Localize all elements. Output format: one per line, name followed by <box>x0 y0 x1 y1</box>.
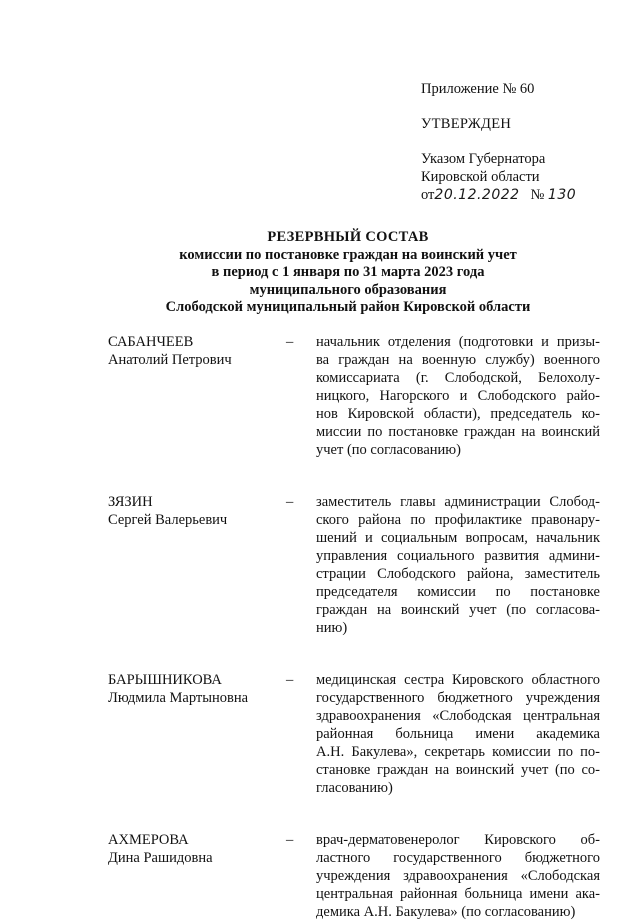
decree-line-1: Указом Губернатора <box>421 151 546 167</box>
role-line: государственного бюджетного учреждения <box>316 690 600 706</box>
member-entry <box>108 333 600 459</box>
member-role <box>316 333 600 459</box>
document-title <box>100 229 596 317</box>
role-line: ницкого, Нагорского и Слободского райо- <box>316 388 600 404</box>
role-line: миссии по постановке граждан на воинский <box>316 424 600 440</box>
member-role <box>316 671 600 797</box>
title-main: РЕЗЕРВНЫЙ СОСТАВ <box>267 229 429 245</box>
role-line: граждан на воинский учет (по согласова- <box>316 602 600 618</box>
role-line: врач-дерматовенеролог Кировского об- <box>316 832 600 848</box>
handwritten-date: 20.12.2022 <box>434 187 520 203</box>
title-line-1: комиссии по постановке граждан на воинский учет <box>179 246 517 263</box>
member-name <box>108 831 286 921</box>
number-prefix: № <box>530 187 545 203</box>
role-line: гласованию) <box>316 780 393 796</box>
role-line: становке граждан на воинский учет (по со- <box>316 762 600 778</box>
member-surname: БАРЫШНИКОВА <box>108 672 222 688</box>
decree-date-line <box>421 186 621 204</box>
member-surname: АХМЕРОВА <box>108 832 189 848</box>
member-entry <box>108 493 600 637</box>
role-line: комиссариата (г. Слободской, Белохолу- <box>316 370 600 386</box>
role-line: центральная районная больница имени ака- <box>316 886 600 902</box>
role-line: ского района по профилактике правонару- <box>316 512 600 528</box>
member-name <box>108 671 286 797</box>
role-line: председателя комиссии по постановке <box>316 584 600 600</box>
handwritten-number: 130 <box>547 187 577 203</box>
role-line: ва граждан на военную службу) военного <box>316 352 600 368</box>
title-line-2: в период с 1 января по 31 марта 2023 года <box>211 264 485 281</box>
role-line: ластного государственного бюджетного <box>316 850 600 866</box>
member-dash: – <box>286 334 294 350</box>
appendix-number: Приложение № 60 <box>421 81 535 97</box>
title-line-3: муниципального образования <box>249 281 447 298</box>
members-list <box>108 333 600 921</box>
appendix-block <box>421 80 621 204</box>
approved-label: УТВЕРЖДЕН <box>421 116 512 132</box>
member-role <box>316 831 600 921</box>
member-dash: – <box>286 672 294 688</box>
member-name <box>108 333 286 459</box>
role-line: А.Н. Бакулева», секретарь комиссии по по- <box>316 744 600 760</box>
role-line: нов Кировской области), председатель ко- <box>316 406 600 422</box>
member-surname: ЗЯЗИН <box>108 494 153 510</box>
member-given-name: Дина Рашидовна <box>108 850 213 866</box>
role-line: медицинская сестра Кировского областного <box>316 672 600 688</box>
role-line: учет (по согласованию) <box>316 442 461 458</box>
member-dash: – <box>286 832 294 848</box>
role-line: учреждения здравоохранения «Слободская <box>316 868 600 884</box>
member-role <box>316 493 600 637</box>
decree-block <box>421 150 621 204</box>
role-line: шений и социальным вопросам, начальник <box>316 530 600 546</box>
member-entry <box>108 831 600 921</box>
member-given-name: Сергей Валерьевич <box>108 512 228 528</box>
title-line-4: Слободской муниципальный район Кировской области <box>165 299 531 316</box>
member-dash: – <box>286 494 294 510</box>
role-line: управления социального развития админи- <box>316 548 600 564</box>
member-name <box>108 493 286 637</box>
member-surname: САБАНЧЕЕВ <box>108 334 194 350</box>
member-given-name: Людмила Мартыновна <box>108 690 249 706</box>
role-line: нию) <box>316 620 348 636</box>
role-line: здравоохранения «Слободская центральная <box>316 708 600 724</box>
member-entry <box>108 671 600 797</box>
role-line: демика А.Н. Бакулева» (по согласованию) <box>316 904 576 920</box>
member-given-name: Анатолий Петрович <box>108 352 232 368</box>
decree-line-2: Кировской области <box>421 169 540 185</box>
role-line: заместитель главы администрации Слобод- <box>316 494 600 510</box>
role-line: районная больница имени академика <box>316 726 600 742</box>
role-line: страции Слободского района, заместитель <box>316 566 600 582</box>
from-prefix: от <box>421 187 435 203</box>
role-line: начальник отделения (подготовки и призы- <box>316 334 600 350</box>
